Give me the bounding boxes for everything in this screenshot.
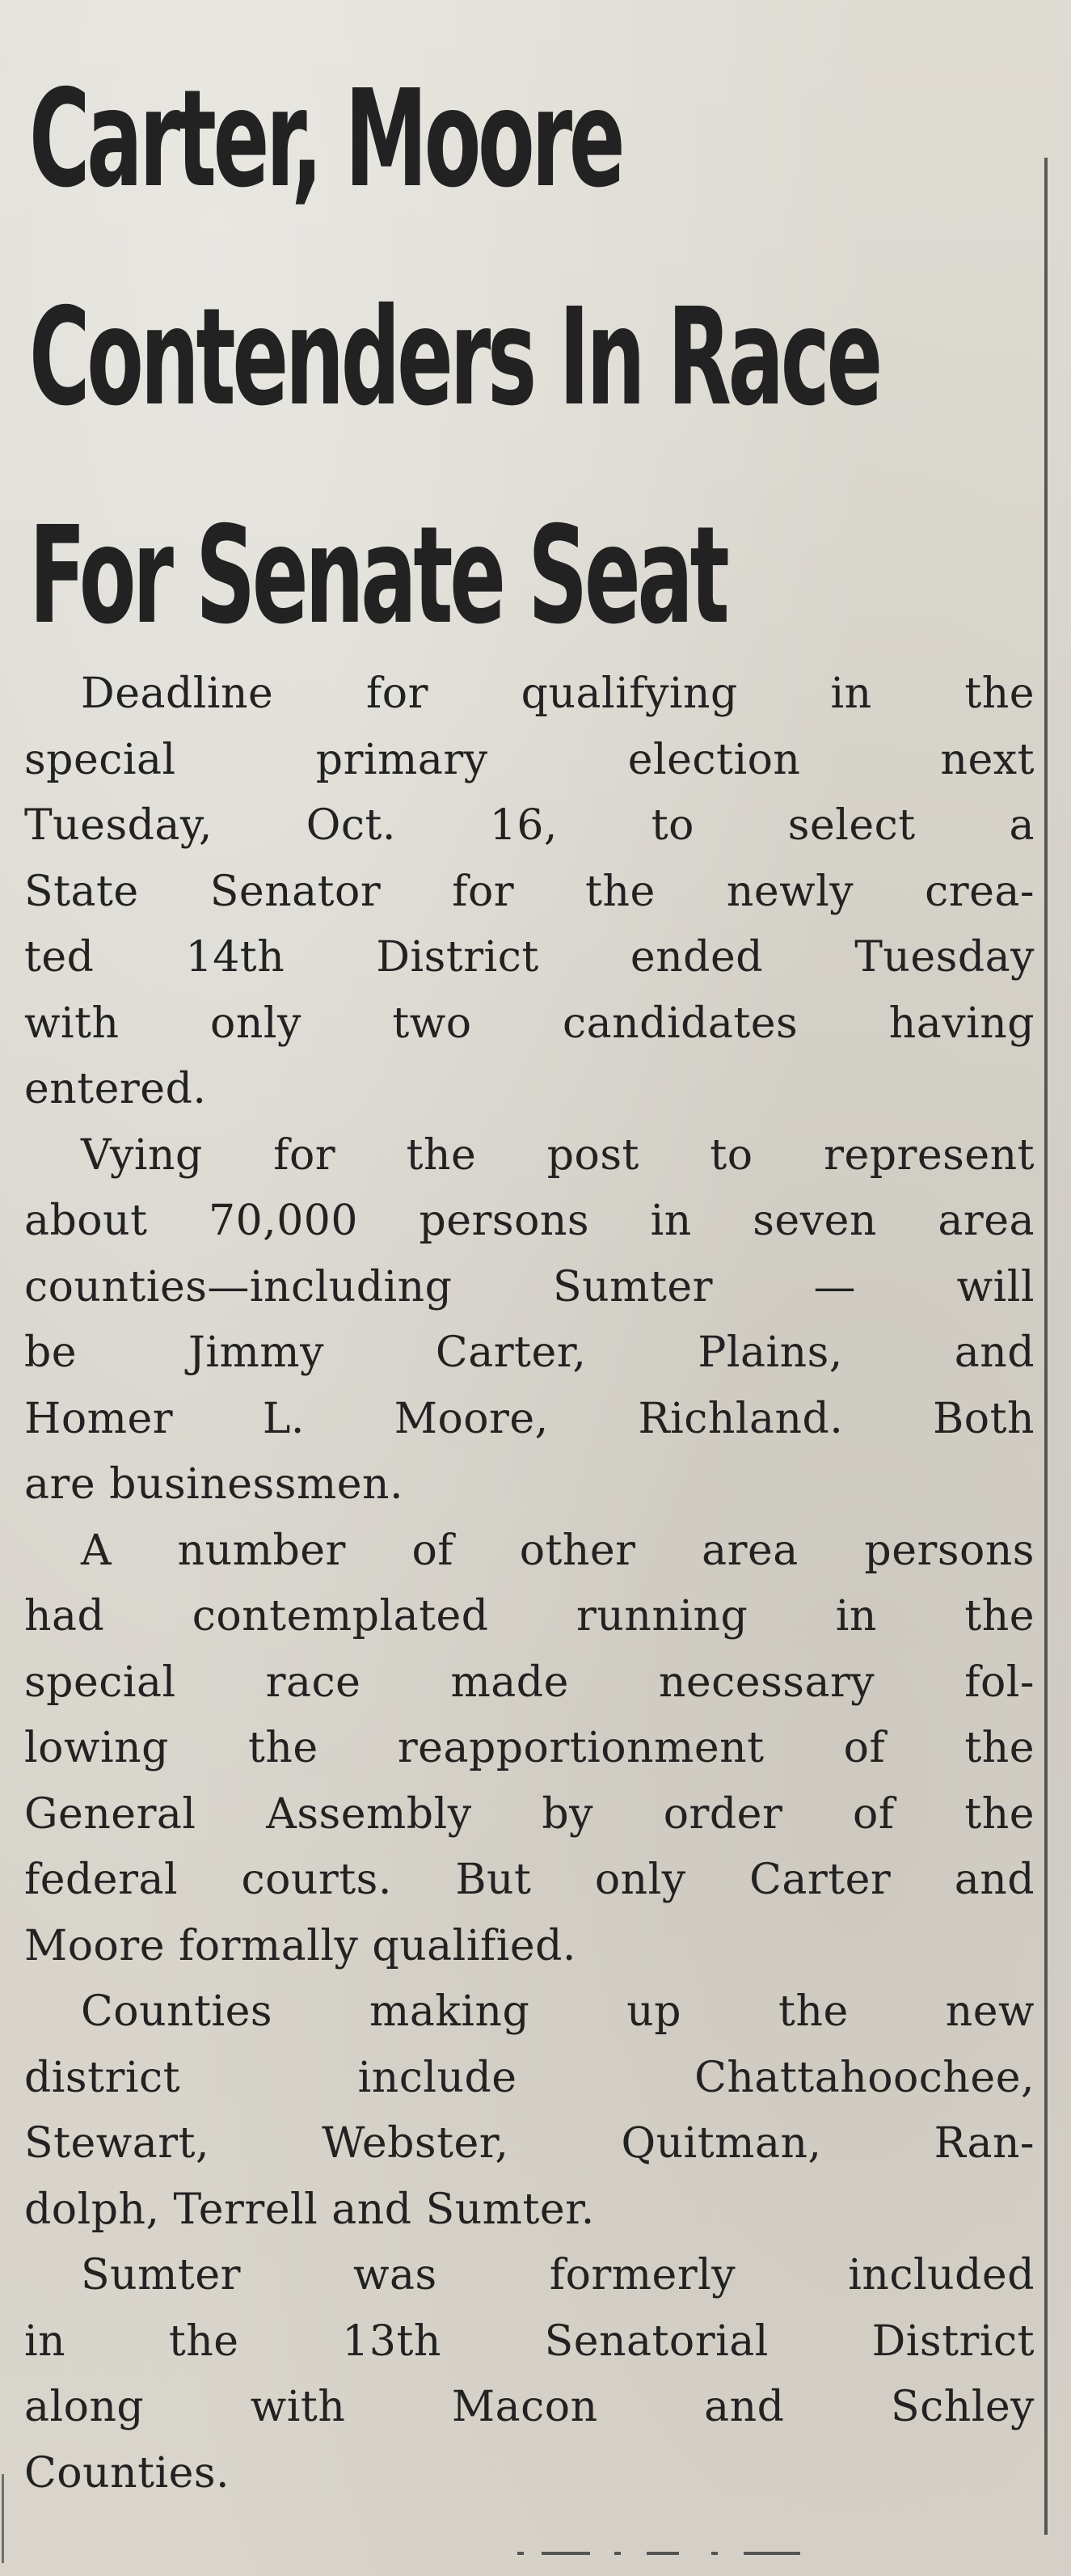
column-rule <box>1044 158 1048 2535</box>
headline-line-2: Contenders In Race <box>29 280 879 436</box>
paragraph-4 <box>24 1979 1035 2243</box>
text-line: with only two candidates having <box>24 999 1035 1048</box>
headline-line-1: Carter, Moore <box>29 61 622 217</box>
paragraph-3 <box>24 1518 1035 1980</box>
text-line: are businessmen. <box>24 1460 403 1509</box>
text-line: special race made necessary fol- <box>24 1658 1035 1707</box>
text-line: Deadline for qualifying in the <box>81 669 1035 718</box>
text-line: in the 13th Senatorial District <box>24 2316 1035 2366</box>
paragraph-1 <box>24 661 1035 1123</box>
text-line: General Assembly by order of the <box>24 1789 1035 1839</box>
text-line: along with Macon and Schley <box>24 2383 1035 2431</box>
text-line: federal courts. But only Carter and <box>24 1856 1035 1904</box>
text-line: Counties. <box>24 2448 230 2498</box>
text-line: counties—including Sumter — will <box>24 1262 1035 1311</box>
text-line: lowing the reapportionment of the <box>24 1724 1035 1772</box>
text-line: district include Chattahoochee, <box>24 2053 1035 2102</box>
edge-rule <box>2 2474 4 2563</box>
article-body <box>24 661 1035 2506</box>
text-line: be Jimmy Carter, Plains, and <box>24 1328 1035 1377</box>
text-line: Vying for the post to represent <box>81 1130 1035 1180</box>
text-line: Moore formally qualified. <box>24 1921 576 1970</box>
text-line: Counties making up the new <box>81 1987 1035 2036</box>
text-line: Stewart, Webster, Quitman, Ran- <box>24 2119 1035 2168</box>
bottom-print-marks <box>517 2547 824 2563</box>
text-line: Sumter was formerly included <box>81 2251 1035 2299</box>
text-line: had contemplated running in the <box>24 1592 1035 1641</box>
text-line: A number of other area persons <box>81 1526 1035 1575</box>
text-line: Tuesday, Oct. 16, to select a <box>24 801 1035 850</box>
headline <box>29 31 879 686</box>
text-line: about 70,000 persons in seven area <box>24 1197 1035 1245</box>
text-line: entered. <box>24 1065 207 1113</box>
text-line: ted 14th District ended Tuesday <box>24 933 1035 982</box>
paragraph-5 <box>24 2243 1035 2506</box>
paragraph-2 <box>24 1123 1035 1518</box>
text-line: special primary election next <box>24 735 1035 784</box>
text-line: Homer L. Moore, Richland. Both <box>24 1394 1035 1443</box>
headline-line-3: For Senate Seat <box>29 498 727 654</box>
text-line: State Senator for the newly crea- <box>24 867 1035 916</box>
text-line: dolph, Terrell and Sumter. <box>24 2185 595 2234</box>
